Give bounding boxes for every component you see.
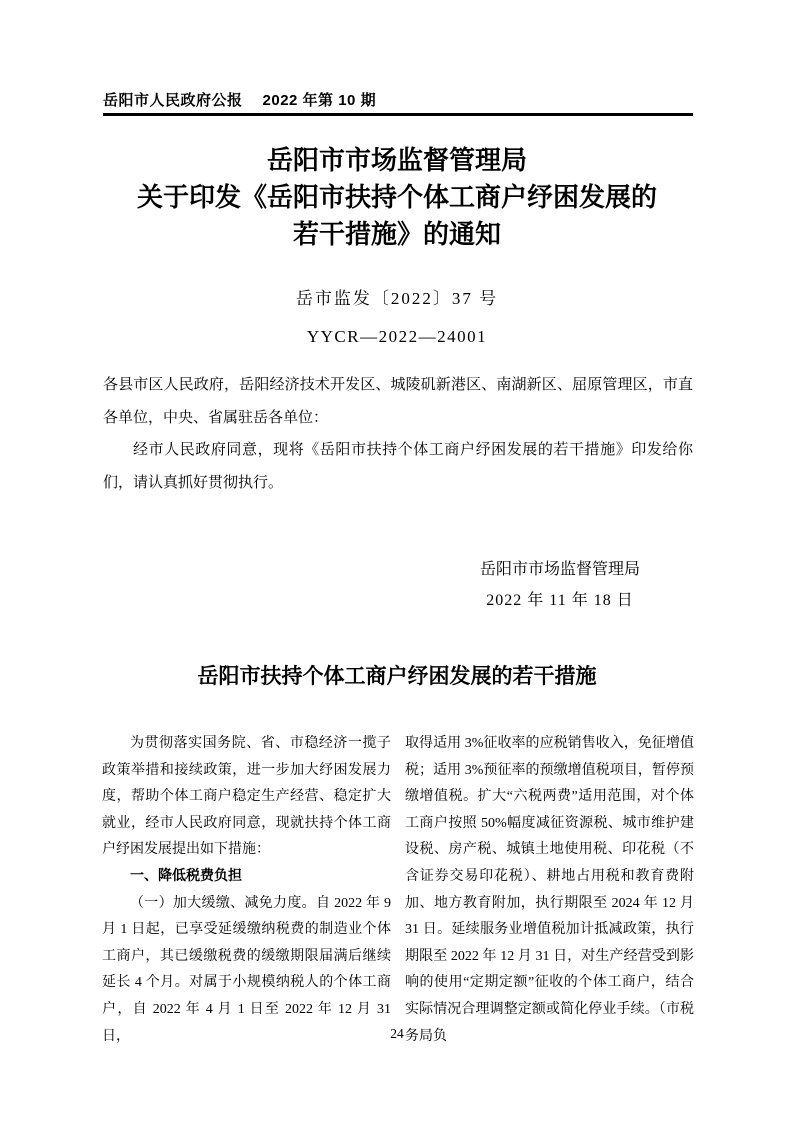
index-number: YYCR—2022—24001 xyxy=(306,327,488,346)
measure-item-1-paragraph: （一）加大缓缴、减免力度。自 2022 年 9 月 1 日起，已享受延缓缴纳税费的制造业个体工商户，其已缓缴税费的缓缴期限届满后继续延长 4 个月。对属于小规模纳税人的个体工商户，自 2022 年 4 月 1 日至 2022 年 12 月 31 日， xyxy=(102,895,391,1044)
measure-item-1-continuation: 取得适用 3%征收率的应税销售收入，免征增值税；适用 3%预征率的预缴增值税项目，暂停预缴增值税。扩大“六税两费”适用范围，对个体工商户按照 50%幅度减征资源税、城市维护建设税、房产税、城镇土地使用税、印花税（不含证券交易印花税）、耕地占用税和教育费附加、地方教育附加，执行期限至 2024 年 12 月 31 日。延续服务业增值税加计抵减政策，执行期限至 2022 年 12 月 31 日，对生产经营受到影响的使用“定期定额”征收的个体工商户，结合实际情况合理调整定额或简化停业手续。（市税务局负 xyxy=(405,736,694,1044)
notice-title-line-2: 关于印发《岳阳市扶持个体工商户纾困发展的 xyxy=(136,183,657,212)
header-rule xyxy=(103,113,693,116)
notice-title-line-1: 岳阳市市场监督管理局 xyxy=(266,146,527,175)
measures-body xyxy=(102,731,694,1050)
left-column xyxy=(102,731,391,1050)
forwarding-paragraph: 经市人民政府同意，现将《岳阳市扶持个体工商户纾困发展的若干措施》印发给你们，请认真抓好贯彻执行。 xyxy=(103,442,693,491)
gazette-title: 岳阳市人民政府公报 xyxy=(103,92,243,109)
doc-number: 岳市监发〔2022〕37 号 xyxy=(295,289,499,308)
issue-label: 2022 年第 10 期 xyxy=(262,92,377,109)
page-number: 24 xyxy=(390,1026,404,1041)
measures-intro-paragraph: 为贯彻落实国务院、省、市稳经济一揽子政策举措和接续政策，进一步加大纾困发展力度，帮助个体工商户稳定生产经营、稳定扩大就业，经市人民政府同意，现就扶持个体工商户纾困发展提出如下措施： xyxy=(102,736,391,858)
signature-date: 2022 年 11 年 18 日 xyxy=(486,592,634,609)
right-column xyxy=(405,731,694,1050)
notice-body xyxy=(103,369,693,499)
measures-title: 岳阳市扶持个体工商户纾困发展的若干措施 xyxy=(197,664,597,688)
signature-org: 岳阳市市场监督管理局 xyxy=(479,561,640,578)
running-head xyxy=(103,89,693,110)
notice-title-line-3: 若干措施》的通知 xyxy=(292,220,501,249)
section-heading-1: 一、降低税费负担 xyxy=(130,868,242,884)
notice-title xyxy=(0,142,794,253)
signature-block xyxy=(440,560,680,611)
recipients-paragraph: 各县市区人民政府，岳阳经济技术开发区、城陵矶新港区、南湖新区、屈原管理区，市直各单位，中央、省属驻岳各单位： xyxy=(103,377,693,426)
